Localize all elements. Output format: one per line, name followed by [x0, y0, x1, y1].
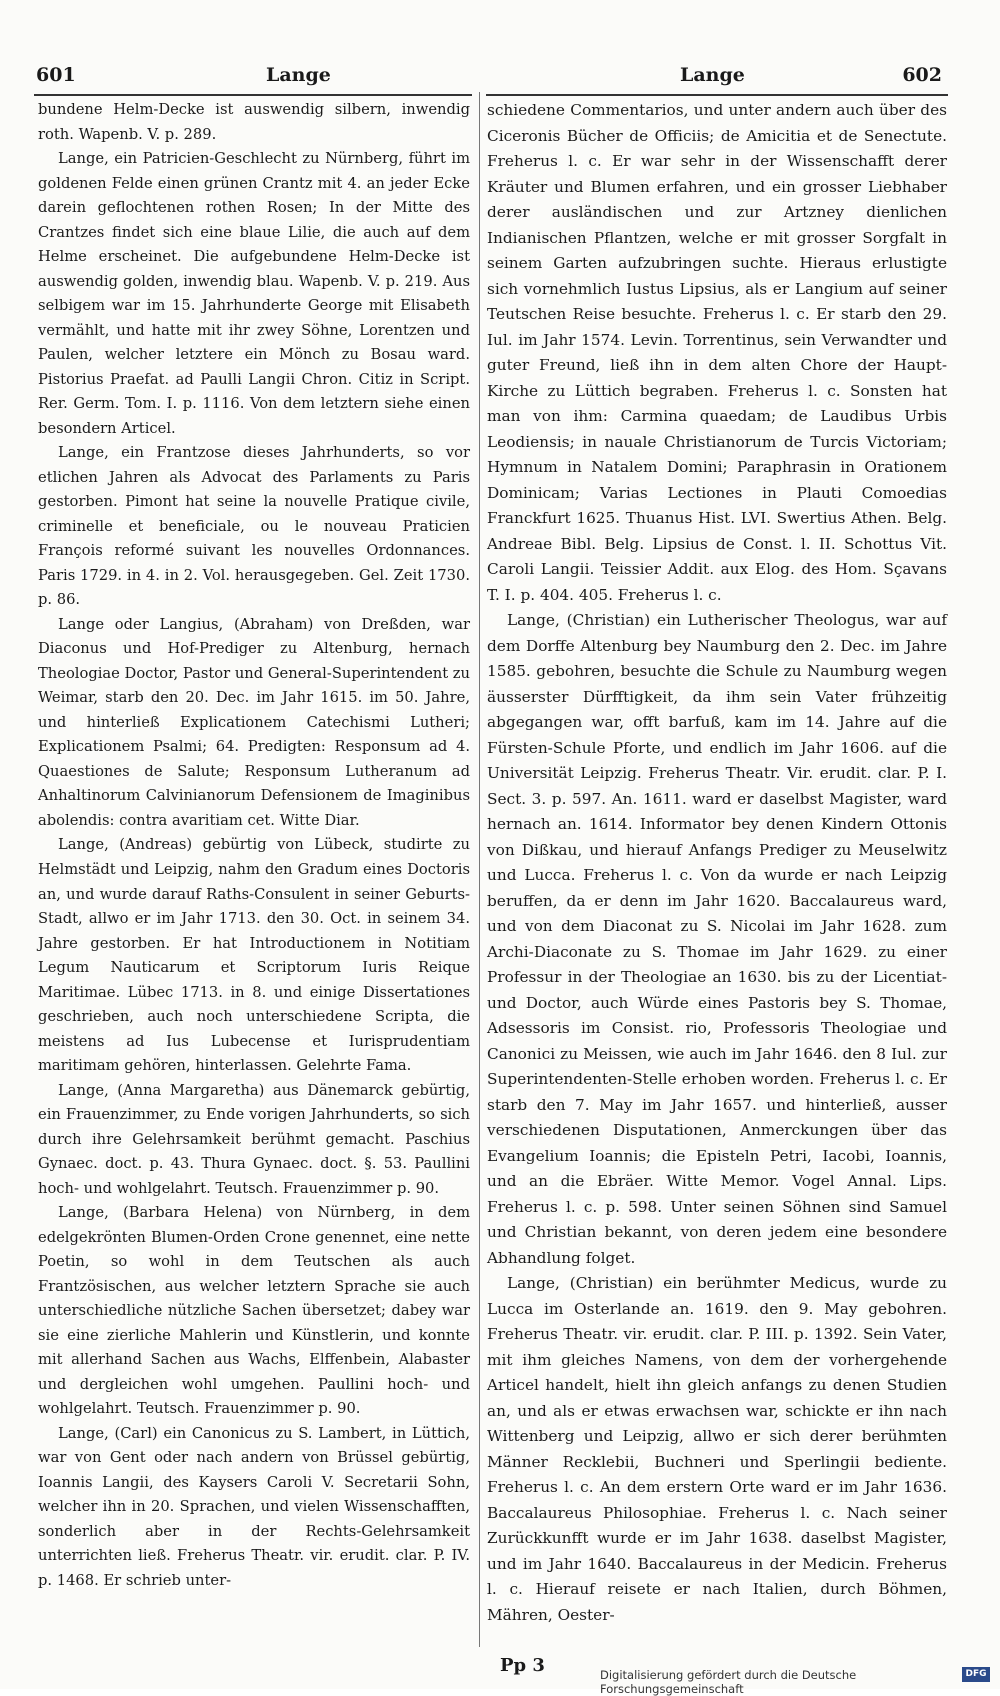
page-number-left: 601 [36, 64, 76, 86]
header-rule-left [34, 94, 472, 96]
paragraph: Lange, (Christian) ein berühmter Medicus, wurde zu Lucca im Osterlande an. 1619. den 9. May gebohren. Freherus Theatr. vir. erudit. clar. P. III. p. 1392. Sein Vater, mit ihm gleiches Namens, von dem der vorhergehende Articel handelt, hielt ihn gleich anfangs zu denen Studien an, und als er etwas erwachsen war, schickte er ihn nach Wittenberg und Leipzig, allwo er sich derer berühmten Männer Recklebii, Buchneri und Sperlingii bediente. Freherus l. c. An dem erstern Orte ward er im Jahr 1636. Baccalaureus Philosophiae. Freherus l. c. Nach seiner Zurückkunfft wurde er im Jahr 1638. daselbst Magister, und im Jahr 1640. Baccalaureus in der Medicin. Freherus l. c. Hierauf reisete er nach Italien, durch Böhmen, Mähren, Oester- [487, 1274, 947, 1624]
paragraph: Lange oder Langius, (Abraham) von Dreßden, war Diaconus und Hof-Prediger zu Altenburg, hernach Theologiae Doctor, Pastor und General-Superintendent zu Weimar, starb den 20. Dec. im Jahr 1615. im 50. Jahre, und hinterließ Explicationem Catechismi Lutheri; Explicationem Psalmi; 64. Predigten: Responsum ad 4. Quaestiones de Salute; Responsum Lutheranum ad Anhaltinorum Calvinianorum Defensionem de Imaginibus abolendis: contra avaritiam cet. Witte Diar. [38, 615, 471, 829]
paragraph: Lange, (Christian) ein Lutherischer Theologus, war auf dem Dorffe Altenburg bey Naumburg den 2. Dec. im Jahre 1585. gebohren, besuchte die Schule zu Naumburg wegen äusserster Dürfftigkeit, da ihm sein Vater frühzeitig abgegangen war, offt barfuß, kam im 14. Jahre auf die Fürsten-Schule Pforte, und endlich im Jahr 1606. auf die Universität Leipzig. Freherus Theatr. Vir. erudit. clar. P. I. Sect. 3. p. 597. An. 1611. ward er daselbst Magister, ward hernach an. 1614. Informator bey denen Kindern Ottonis von Dißkau, und hierauf Anfangs Prediger zu Meuselwitz und Lucca. Freherus l. c. Von da wurde er nach Leipzig beruffen, da er denn im Jahr 1620. Baccalaureus ward, und von dem Diaconat zu S. Nicolai im Jahr 1628. zum Archi-Diaconate zu S. Thomae im Jahr 1629. zu einer Professur in der Theologiae an 1630. bis zu der Licentiat- und Doctor, auch Würde eines Pastoris bey S. Thomae, Adsessoris im Consist. rio, Professoris Theologiae und Canonici zu Meissen, wie auch im Jahr 1646. den 8 Iul. zur Superintendenten-Stelle erhoben worden. Freherus l. c. Er starb den 7. May im Jahr 1657. und hinterließ, ausser verschiedenen Disputationen, Anmerckungen über das Evangelium Ioannis; die Episteln Petri, Iacobi, Ioannis, und an die Ebräer. Witte Memor. Vogel Annal. Lips. Freherus l. c. p. 598. Unter seinen Söhnen sind Samuel und Christian bekannt, von deren jedem eine besondere Abhandlung folget. [487, 611, 947, 1267]
page-number-right: 602 [902, 64, 942, 86]
paragraph: Lange, (Andreas) gebürtig von Lübeck, studirte zu Helmstädt und Leipzig, nahm den Gradum eines Doctoris an, und wurde darauf Raths-Consulent in seiner Geburts-Stadt, allwo er im Jahr 1713. den 30. Oct. in seinem 34. Jahre gestorben. Er hat Introductionem in Notitiam Legum Nauticarum et Scriptorum Iuris Reique Maritimae. Lübec 1713. in 8. und einige Dissertationes geschrieben, auch noch unterschiedene Scripta, die meistens ad Ius Lubecense et Iurisprudentiam maritimam gehören, hinterlassen. Gelehrte Fama. [38, 836, 470, 1075]
paragraph: Lange, ein Patricien-Geschlecht zu Nürnberg, führt im goldenen Felde einen grünen Crantz mit 4. an jeder Ecke darein geflochtenen rothen Rosen; In der Mitte des Crantzes findet sich eine blaue Lilie, die auch auf dem Helme erscheinet. Die aufgebundene Helm-Decke ist auswendig golden, inwendig blau. Wapenb. V. p. 219. Aus selbigem war im 15. Jahrhunderte George mit Elisabeth vermählt, und hatte mit ihr zwey Söhne, Lorentzen und Paulen, welcher letztere ein Mönch zu Bosau ward. Pistorius Praefat. ad Paulli Langii Chron. Citiz in Script. Rer. Germ. Tom. I. p. 1116. Von dem letztern siehe einen besondern Articel. [38, 150, 470, 437]
right-column [487, 98, 947, 1628]
paragraph: Lange, (Anna Margaretha) aus Dänemarck gebürtig, ein Frauenzimmer, zu Ende vorigen Jahrhunderts, so sich durch ihre Gelehrsamkeit berühmt gemacht. Paschius Gynaec. doct. p. 43. Thura Gynaec. doct. §. 53. Paullini hoch- und wohlgelahrt. Teutsch. Frauenzimmer p. 90. [38, 1081, 470, 1197]
page-header [30, 64, 948, 92]
running-head-left: Lange [266, 64, 331, 86]
paragraph: schiedene Commentarios, und unter andern auch über des Ciceronis Bücher de Officiis; de Amicitia et de Senectute. Freherus l. c. Er war sehr in der Wissenschafft derer Kräuter und Blumen erfahren, und ein grosser Liebhaber derer ausländischen und zur Artzney dienlichen Indianischen Pflantzen, welche er mit grosser Sorgfalt in seinem Garten aufzubringen suchte. Hieraus erlustigte sich vornehmlich Iustus Lipsius, als er Langium auf seiner Teutschen Reise besuchte. Freherus l. c. Er starb den 29. Iul. im Jahr 1574. Levin. Torrentinus, sein Verwandter und guter Freund, ließ ihn in dem alten Chore der Haupt-Kirche zu Lüttich begraben. Freherus l. c. Sonsten hat man von ihm: Carmina quaedam; de Laudibus Urbis Leodiensis; in nauale Christianorum de Turcis Victoriam; Hymnum in Natalem Domini; Paraphrasin in Orationem Dominicam; Varias Lectiones in Plauti Comoedias Franckfurt 1625. Thuanus Hist. LVI. Swertius Athen. Belg. Andreae Bibl. Belg. Lipsius de Const. l. II. Schottus Vit. Caroli Langii. Teissier Addit. aux Elog. des Hom. Sçavans T. I. p. 404. 405. Freherus l. c. [487, 101, 947, 604]
paragraph: bundene Helm-Decke ist auswendig silbern, inwendig roth. Wapenb. V. p. 289. [38, 101, 470, 143]
digitization-footer: Digitalisierung gefördert durch die Deutsche Forschungsgemeinschaft [600, 1668, 857, 1696]
paragraph: Lange, (Carl) ein Canonicus zu S. Lambert, in Lüttich, war von Gent oder nach andern von Brüssel gebürtig, Ioannis Langii, des Kaysers Caroli V. Secretarii Sohn, welcher ihn in 20. Sprachen, und vielen Wissenschafften, sonderlich aber in der Rechts-Gelehrsamkeit unterrichten ließ. Freherus Theatr. vir. erudit. clar. P. IV. p. 1468. Er schrieb unter- [38, 1424, 470, 1589]
left-column [38, 98, 470, 1593]
signature-mark: Pp 3 [500, 1655, 545, 1676]
running-head-right: Lange [680, 64, 745, 86]
paragraph: Lange, ein Frantzose dieses Jahrhunderts, so vor etlichen Jahren als Advocat des Parlaments zu Paris gestorben. Pimont hat seine la nouvelle Pratique civile, criminelle et beneficiale, ou le nouveau Praticien François reformé suivant les nouvelles Ordonnances. Paris 1729. in 4. in 2. Vol. herausgegeben. Gel. Zeit 1730. p. 86. [38, 444, 470, 609]
paragraph: Lange, (Barbara Helena) von Nürnberg, in dem edelgekrönten Blumen-Orden Crone genennet, eine nette Poetin, so wohl in dem Teutschen als auch Frantzösischen, aus welcher letztern Sprache sie auch unterschiedliche nützliche Sachen übersetzet; dabey war sie eine zierliche Mahlerin und Künstlerin, und konnte mit allerhand Sachen aus Wachs, Elffenbein, Alabaster und dergleichen wohl umgehen. Paullini hoch- und wohlgelahrt. Teutsch. Frauenzimmer p. 90. [38, 1204, 470, 1418]
header-rule-right [486, 94, 948, 96]
dfg-logo: DFG [962, 1667, 990, 1682]
column-divider [479, 92, 480, 1647]
